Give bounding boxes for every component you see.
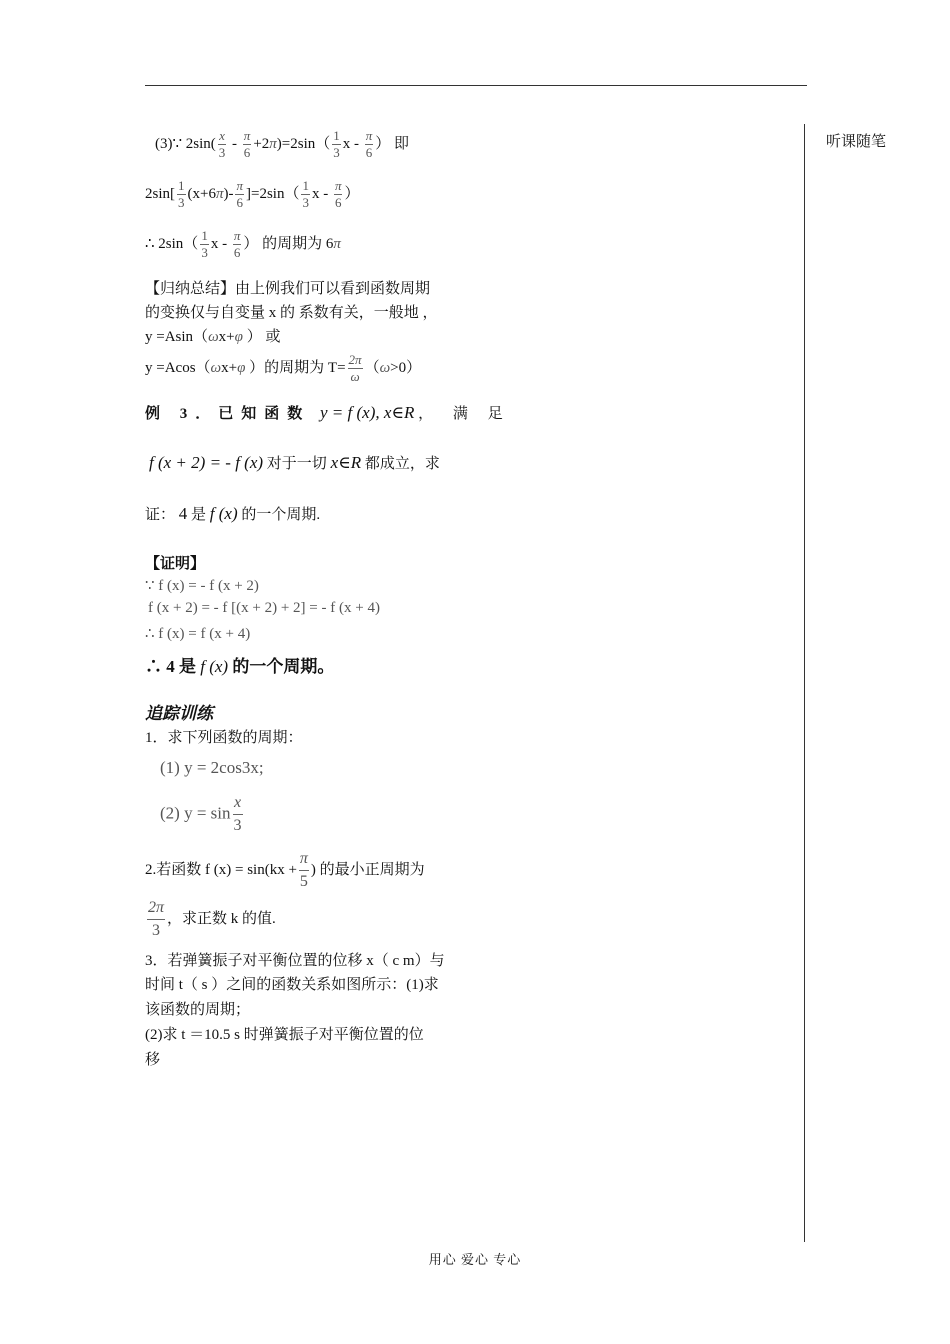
training-q3-line-2: 时间 t（ s ）之间的函数关系如图所示：(1)求 <box>145 977 439 993</box>
proof-step-2: f (x + 2) = - f [(x + 2) + 2] = - f (x + 4) <box>148 600 380 616</box>
summary-line-2: 的变换仅与自变量 x 的 系数有关，一般地 ， <box>145 305 438 321</box>
margin-rule <box>804 124 805 1242</box>
training-title: 追踪训练 <box>145 704 213 723</box>
fraction-x-over-3: $\frac{x}{3}$ <box>218 128 226 160</box>
fraction-pi-over-6: $\frac{\pi}{6}$ <box>243 128 251 160</box>
fraction-pi-over-6: $\frac{\pi}{6}$ <box>334 178 342 210</box>
summary-line-3: y =Asin（ωx+φ ） 或 <box>145 329 281 345</box>
proof-label: 【证明】 <box>145 556 206 572</box>
solution-line-2: 2sin[ $\frac{1}{3}$ (x+6π)- $\frac{\pi}{6}$ ]=2sin（ $\frac{1}{3}$ x - $\frac{\pi}{6}$ ） <box>145 178 360 210</box>
training-q3-line-1: 3．若弹簧振子对平衡位置的位移 x（ c m）与 <box>145 953 445 969</box>
fraction-1-over-3: $\frac{1}{3}$ <box>201 228 208 260</box>
fraction-pi-over-6: $\frac{\pi}{6}$ <box>236 178 243 210</box>
training-q1a: (1) y = 2cos3x; <box>160 758 264 777</box>
margin-note-title: 听课随笔 <box>826 134 887 150</box>
example-3-statement: 例 3．已知函数 y = f (x), x∈R ， 满 足 <box>145 403 511 422</box>
example-3-condition: f (x + 2) = - f (x) 对于一切 x∈R 都成立，求 <box>149 453 440 472</box>
training-q1: 1．求下列函数的周期： <box>145 730 303 746</box>
summary-line-1: 【归纳总结】由上例我们可以看到函数周期 <box>145 281 431 297</box>
training-q2-period: $\frac{2\pi}{3}$ ，求正数 k 的值. <box>145 897 276 942</box>
header-rule <box>145 85 807 86</box>
example-3-goal: 证： 4 是 f (x) 的一个周期. <box>145 504 321 523</box>
training-q3-line-4: (2)求 t ＝10.5 s 时弹簧振子对平衡位置的位 <box>145 1027 424 1043</box>
fraction-2pi-over-3: $\frac{2\pi}{3}$ <box>147 897 165 942</box>
training-q3-line-3: 该函数的周期； <box>145 1002 251 1018</box>
training-q3-line-5: 移 <box>145 1052 161 1068</box>
summary-line-4: y =Acos（ωx+φ ）的周期为 T= $\frac{2\pi}{\omega}$ （ω>0） <box>145 352 422 384</box>
proof-conclusion: ∴ 4 是 f (x) 的一个周期。 <box>145 657 335 676</box>
page-footer: 用心 爱心 专心 <box>428 1252 522 1267</box>
fraction-pi-over-5: $\frac{\pi}{5}$ <box>299 848 309 893</box>
training-q1b: (2) y = sin $\frac{x}{3}$ <box>160 792 245 837</box>
fraction-1-over-3: $\frac{1}{3}$ <box>178 178 185 210</box>
proof-step-1: ∵ f (x) = - f (x + 2) <box>145 578 259 594</box>
training-q2: 2.若函数 f (x) = sin(kx + $\frac{\pi}{5}$ ) 的最小正周期为 <box>145 848 425 893</box>
solution-line-1: (3)∵ 2sin( $\frac{x}{3}$ - $\frac{\pi}{6}$ +2π)=2sin（ $\frac{1}{3}$ x - $\frac{\pi}{6}$ ） 即 <box>155 128 410 160</box>
proof-step-3: ∴ f (x) = f (x + 4) <box>145 626 251 642</box>
solution-line-3: ∴ 2sin（ $\frac{1}{3}$ x - $\frac{\pi}{6}$ ） 的周期为 6π <box>145 228 341 260</box>
fraction-x-over-3: $\frac{x}{3}$ <box>233 792 243 837</box>
fraction-pi-over-6: $\frac{\pi}{6}$ <box>233 228 241 260</box>
fraction-2pi-over-omega: $\frac{2\pi}{\omega}$ <box>348 352 362 384</box>
fraction-1-over-3: $\frac{1}{3}$ <box>302 178 309 210</box>
fraction-pi-over-6: $\frac{\pi}{6}$ <box>365 128 373 160</box>
fraction-1-over-3: $\frac{1}{3}$ <box>333 128 340 160</box>
